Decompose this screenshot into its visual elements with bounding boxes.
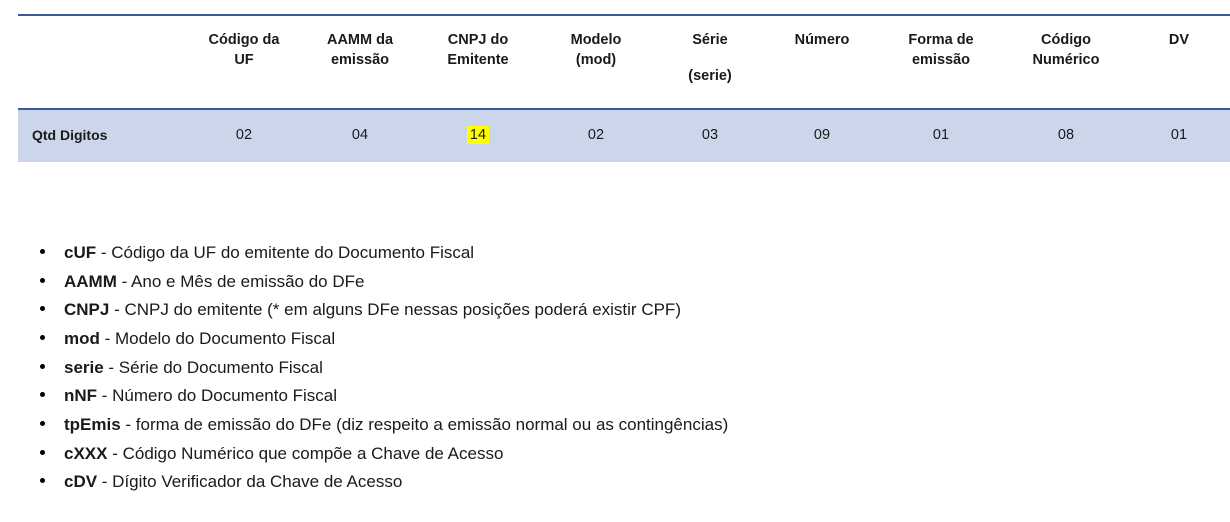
list-item bbox=[18, 412, 1118, 437]
bullet-icon bbox=[40, 306, 45, 311]
cell-value: 09 bbox=[813, 127, 831, 143]
cell-cuf-digits bbox=[186, 109, 302, 161]
list-item bbox=[18, 469, 1118, 494]
legend-term: mod bbox=[64, 328, 100, 348]
bullet-icon bbox=[40, 392, 45, 397]
field-legend bbox=[18, 240, 1118, 498]
cell-value: 08 bbox=[1057, 127, 1075, 143]
header-line-1: AAMM da bbox=[326, 32, 394, 48]
header-cell-aamm bbox=[302, 15, 418, 109]
legend-term: tpEmis bbox=[64, 414, 121, 434]
bullet-icon bbox=[40, 450, 45, 455]
cell-value: 03 bbox=[701, 127, 719, 143]
header-line-2: emissão bbox=[911, 52, 971, 68]
header-cell-dv bbox=[1128, 15, 1230, 109]
legend-term: cUF bbox=[64, 243, 97, 262]
access-key-composition-table bbox=[18, 14, 1190, 162]
cell-value: 01 bbox=[1170, 127, 1188, 143]
header-line-2: Numérico bbox=[1032, 52, 1100, 68]
header-cell-cnpj bbox=[418, 15, 538, 109]
table-row bbox=[18, 109, 1230, 161]
header-line-1: DV bbox=[1168, 32, 1190, 48]
header-line-2: Emitente bbox=[447, 52, 509, 68]
list-item bbox=[18, 269, 1118, 294]
cell-codigo-numerico-digits bbox=[1004, 109, 1128, 161]
list-item bbox=[18, 355, 1118, 380]
header-line-2: (mod) bbox=[575, 52, 617, 68]
legend-term: CNPJ bbox=[64, 300, 110, 320]
header-cell-codigo-numerico bbox=[1004, 15, 1128, 109]
legend-description: - Série do Documento Fiscal bbox=[103, 357, 323, 377]
cell-numero-digits bbox=[766, 109, 878, 161]
bullet-icon bbox=[40, 249, 45, 254]
header-line-1: Série bbox=[692, 32, 728, 48]
cell-value: 01 bbox=[932, 127, 950, 143]
legend-term: cDV bbox=[64, 472, 98, 492]
legend-term: nNF bbox=[64, 386, 98, 406]
header-line-1: Modelo bbox=[570, 32, 622, 48]
table-body bbox=[18, 109, 1230, 161]
cell-aamm-digits bbox=[302, 109, 418, 161]
cell-value: 02 bbox=[587, 127, 605, 143]
header-cell-serie bbox=[654, 15, 766, 109]
cell-modelo-digits bbox=[538, 109, 654, 161]
legend-term: serie bbox=[64, 357, 104, 377]
bullet-icon bbox=[40, 278, 45, 283]
list-item bbox=[18, 383, 1118, 408]
header-line-2: UF bbox=[234, 52, 254, 68]
bullet-icon bbox=[40, 421, 45, 426]
legend-description: - Dígito Verificador da Chave de Acesso bbox=[97, 472, 403, 492]
header-cell-modelo bbox=[538, 15, 654, 109]
table-header-row bbox=[18, 15, 1230, 109]
header-line-2: emissão bbox=[330, 52, 390, 68]
cell-dv-digits bbox=[1128, 109, 1230, 161]
cell-forma-emissao-digits bbox=[878, 109, 1004, 161]
cell-value: 04 bbox=[351, 127, 369, 143]
legend-description: - forma de emissão do DFe (diz respeito a emissão normal ou as contingências) bbox=[120, 414, 729, 434]
bullet-icon bbox=[40, 364, 45, 369]
header-cell-forma-emissao bbox=[878, 15, 1004, 109]
header-line-1: Forma de bbox=[908, 32, 974, 48]
header-line-1: CNPJ do bbox=[447, 32, 509, 48]
cell-value-highlighted: 14 bbox=[467, 126, 489, 144]
header-cell-numero bbox=[766, 15, 878, 109]
header-cell-cuf bbox=[186, 15, 302, 109]
header-line-1: Número bbox=[794, 32, 850, 48]
legend-term: AAMM bbox=[64, 271, 117, 291]
legend-description: - Número do Documento Fiscal bbox=[97, 386, 338, 406]
list-item bbox=[18, 326, 1118, 351]
cell-value: 02 bbox=[235, 127, 253, 143]
header-line-1: Código bbox=[1041, 32, 1091, 48]
legend-list bbox=[18, 240, 1118, 494]
row-label: Qtd Digitos bbox=[18, 109, 186, 161]
list-item bbox=[18, 441, 1118, 466]
header-line-1: Código da bbox=[208, 32, 280, 48]
header-cell-empty bbox=[18, 15, 186, 109]
bullet-icon bbox=[40, 478, 45, 483]
legend-description: - Código Numérico que compõe a Chave de Acesso bbox=[107, 443, 504, 463]
list-item bbox=[18, 240, 1118, 265]
table-header bbox=[18, 15, 1230, 109]
legend-description: - Ano e Mês de emissão do DFe bbox=[116, 271, 365, 291]
list-item bbox=[18, 297, 1118, 322]
legend-description: - CNPJ do emitente (* em alguns DFe nessas posições poderá existir CPF) bbox=[109, 300, 681, 320]
cell-serie-digits bbox=[654, 109, 766, 161]
cell-cnpj-digits bbox=[418, 109, 538, 161]
legend-description: - Modelo do Documento Fiscal bbox=[99, 328, 336, 348]
header-line-3: (serie) bbox=[688, 68, 732, 84]
bullet-icon bbox=[40, 335, 45, 340]
key-table bbox=[18, 14, 1230, 162]
legend-description: - Código da UF do emitente do Documento Fiscal bbox=[96, 243, 475, 262]
legend-term: cXXX bbox=[64, 443, 108, 463]
